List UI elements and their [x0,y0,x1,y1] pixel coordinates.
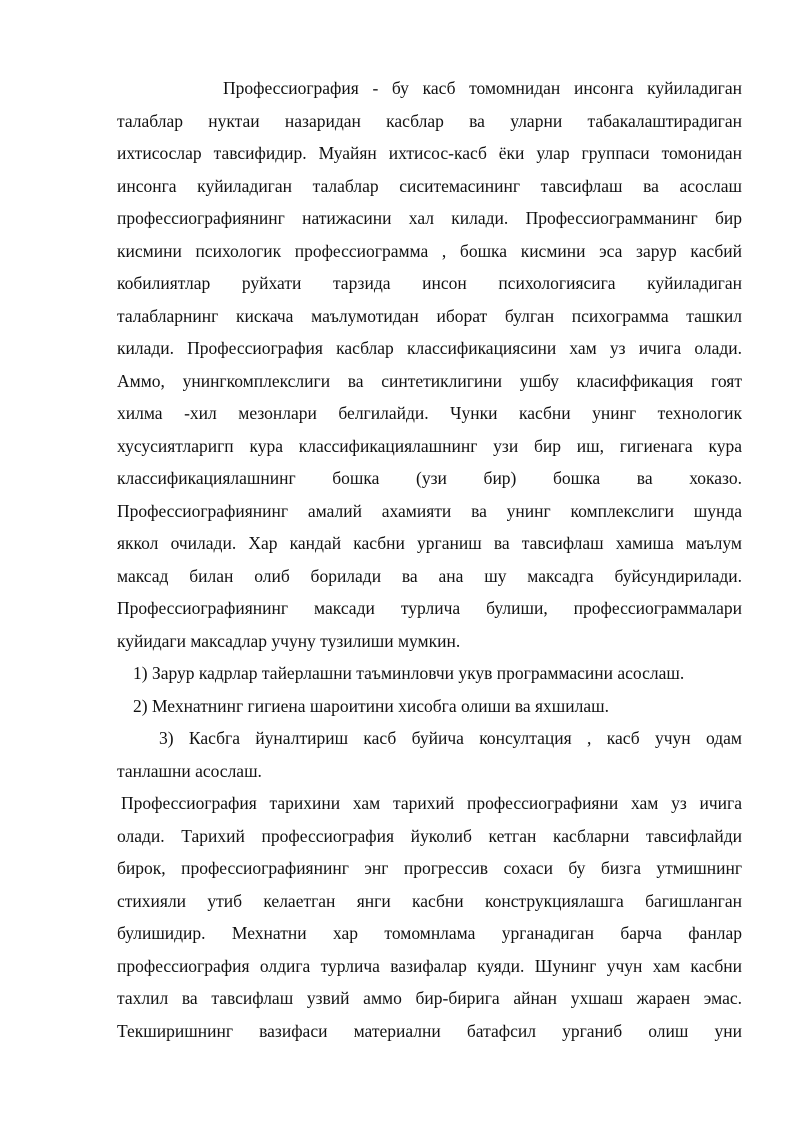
paragraph-line: классификациялашнинг бошка (узи бир) бошка ва хоказо. [117,468,742,488]
paragraph-line: куйидаги максадлар учуну тузилиши мумкин. [117,630,461,651]
paragraph-line: инсонга куйиладиган талаблар сиситемасининг тавсифлаш ва асослаш [117,175,742,196]
paragraph-line: яккол очилади. Хар кандай касбни урганиш ва тавсифлаш хамиша маълум [117,533,742,553]
paragraph-line: Профессиографиянинг максади турлича булиши, профессиограммалари [117,598,742,618]
paragraph-line: хилма -хил мезонлари белгилайди. Чунки касбни унинг технологик [117,403,742,423]
list-item: 2) Мехнатнинг гигиена шароитини хисобга олиши ва яхшилаш. [133,695,609,716]
paragraph-line: профессиографиянинг натижасини хал килади. Профессиограмманинг бир [117,208,742,228]
paragraph-line: Профессиография тарихини хам тарихий профессиографияни хам уз ичига [121,793,742,813]
paragraph-line: олади. Тарихий профессиография йуколиб кетган касбларни тавсифлайди [117,825,742,846]
list-item: 3) Касбга йуналтириш касб буйича консултация , касб учун одам [159,728,742,748]
paragraph-line: Текширишнинг вазифаси материални батафсил урганиб олиш уни [117,1020,742,1041]
paragraph-line: бирок, профессиографиянинг энг прогрессив сохаси бу бизга утмишнинг [117,858,742,878]
paragraph-line: булишидир. Мехнатни хар томомнлама урганадиган барча фанлар [117,923,742,943]
list-item: 1) Зарур кадрлар тайерлашни таъминловчи укув программасини асослаш. [133,663,685,683]
paragraph-line: тахлил ва тавсифлаш узвий аммо бир-бирига айнан ухшаш жараен эмас. [117,988,742,1008]
paragraph-line: Профессиографиянинг амалий ахамияти ва унинг комплекслиги шунда [117,500,742,521]
paragraph-line: профессиография олдига турлича вазифалар куяди. Шунинг учун хам касбни [117,955,742,976]
paragraph-line: Аммо, унингкомплекслиги ва синтетиклигини ушбу класиффикация гоят [117,370,742,391]
paragraph-line: ихтисослар тавсифидир. Муайян ихтисос-касб ёки улар группаси томонидан [117,143,742,163]
paragraph-line: талабларнинг кискача маълумотидан иборат булган психограмма ташкил [117,305,742,326]
paragraph-line: максад билан олиб борилади ва ана шу максадга буйсундирилади. [117,565,742,586]
paragraph-line: талаблар нуктаи назаридан касблар ва уларни табакалаштирадиган [117,110,742,131]
paragraph-line: кисмини психологик профессиограмма , бошка кисмини эса зарур касбий [117,240,742,261]
paragraph-line: Профессиография - бу касб томомнидан инсонга куйиладиган [223,78,742,98]
paragraph-line: хусусиятларигп кура классификациялашнинг узи бир иш, гигиенага кура [117,435,742,456]
paragraph-line: килади. Профессиография касблар классификациясини хам уз ичига олади. [117,338,742,358]
paragraph-line: кобилиятлар руйхати тарзида инсон психологиясига куйиладиган [117,273,742,293]
paragraph-line: танлашни асослаш. [117,760,262,781]
document-body [117,72,742,1047]
paragraph-line: стихияли утиб келаетган янги касбни конструкциялашга багишланган [117,890,742,911]
